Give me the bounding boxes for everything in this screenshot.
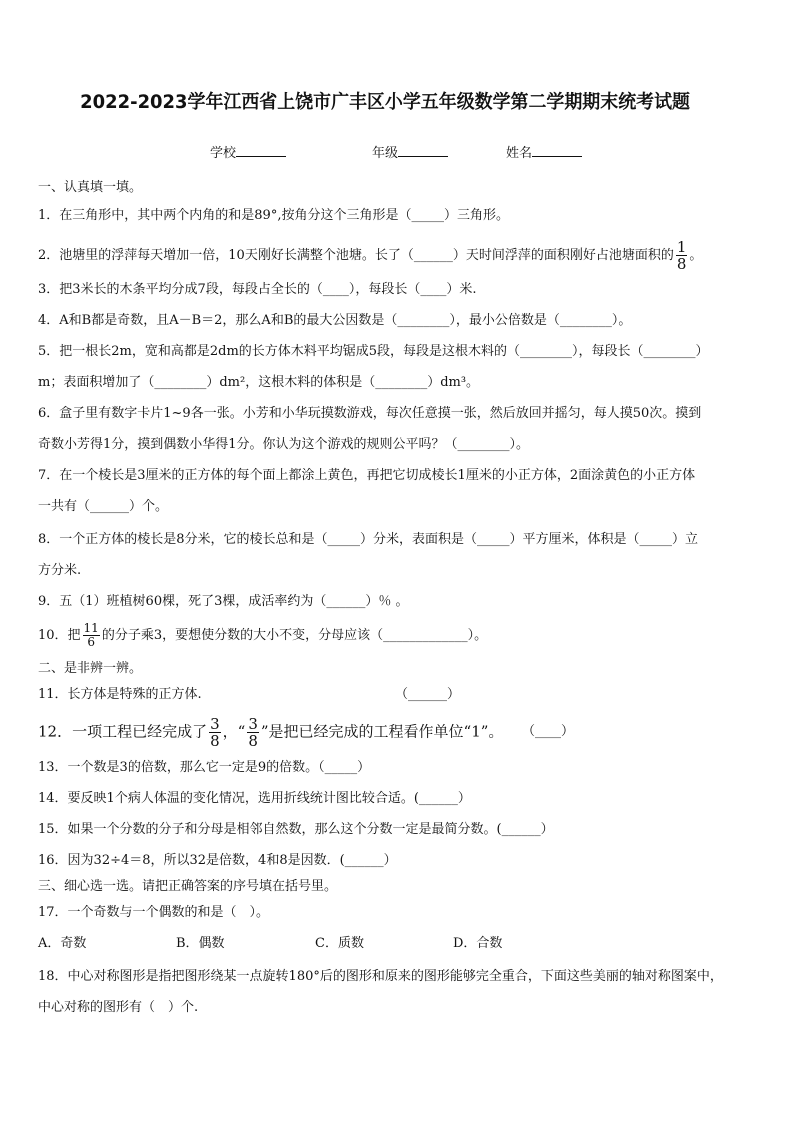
- question-17: 17．一个奇数与一个偶数的和是（ ）。: [38, 905, 270, 920]
- question-11: 11．长方体是特殊的正方体.: [38, 687, 202, 702]
- option-b[interactable]: B．偶数: [176, 936, 225, 951]
- school-blank[interactable]: [236, 144, 286, 157]
- fraction-one-eighth: $\frac{1}{8}$: [676, 238, 687, 273]
- school-field[interactable]: [210, 142, 286, 161]
- fraction-three-eighths: $\frac{3}{8}$: [210, 715, 220, 750]
- option-d[interactable]: D．合数: [453, 936, 503, 951]
- question-12: 12．一项工程已经完成了 $\frac{3}{8}$ ，“ $\frac{3}{8}$ ”是把已经完成的工程看作单位“1”。: [38, 715, 504, 750]
- school-label: 学校: [210, 146, 237, 161]
- section-heading-2: 二、是非辨一辨。: [38, 661, 143, 676]
- name-blank[interactable]: [532, 144, 582, 157]
- question-6-line-1: 6．盒子里有数字卡片1~9各一张。小芳和小华玩摸数游戏，每次任意摸一张，然后放回并摇匀，每人摸50次。摸到: [38, 406, 702, 421]
- question-12-answer-paren[interactable]: （____）: [522, 724, 575, 739]
- question-7-line-1: 7．在一个棱长是3厘米的正方体的每个面上都涂上黄色，再把它切成棱长1厘米的小正方体，2面涂黄色的小正方体: [38, 468, 696, 483]
- section-heading-3: 三、细心选一选。请把正确答案的序号填在括号里。: [38, 879, 338, 894]
- question-6-line-2: 奇数小芳得1分，摸到偶数小华得1分。你认为这个游戏的规则公平吗？（________）。: [38, 437, 530, 452]
- question-5-line-2: m；表面积增加了（________）dm²，这根木料的体积是（________）dm³。: [38, 375, 480, 390]
- question-10: 10．把 $\frac{11}{6}$ 的分子乘3，要想使分数的大小不变，分母应该（_____________）。: [38, 621, 488, 649]
- grade-field[interactable]: [372, 142, 448, 161]
- fraction-eleven-sixths: $\frac{11}{6}$: [83, 621, 99, 649]
- question-18-line-1: 18．中心对称图形是指把图形绕某一点旋转180°后的图形和原来的图形能够完全重合，下面这些美丽的轴对称图案中，: [38, 969, 723, 984]
- grade-label: 年级: [372, 146, 399, 161]
- grade-blank[interactable]: [398, 144, 448, 157]
- question-8-line-1: 8．一个正方体的棱长是8分米，它的棱长总和是（_____）分米，表面积是（_____）平方厘米，体积是（_____）立: [38, 532, 699, 547]
- question-1: 1．在三角形中，其中两个内角的和是89°,按角分这个三角形是（_____）三角形。: [38, 208, 509, 223]
- question-14: 14．要反映1个病人体温的变化情况，选用折线统计图比较合适。(______）: [38, 791, 471, 806]
- exam-title: 2022-2023学年江西省上饶市广丰区小学五年级数学第二学期期末统考试题: [80, 92, 690, 113]
- option-a[interactable]: A．奇数: [38, 936, 87, 951]
- question-3: 3．把3米长的木条平均分成7段，每段占全长的（____），每段长（____）米.: [38, 282, 477, 297]
- question-16: 16．因为32÷4＝8，所以32是倍数，4和8是因数．(______）: [38, 853, 397, 868]
- question-4: 4．A和B都是奇数，且A－B＝2，那么A和B的最大公因数是（________），最小公倍数是（________）。: [38, 313, 632, 328]
- name-field[interactable]: [506, 142, 582, 161]
- section-heading-1: 一、认真填一填。: [38, 180, 143, 195]
- question-5-line-1: 5．把一根长2m，宽和高都是2dm的长方体木料平均锯成5段，每段是这根木料的（________），每段长（________）: [38, 344, 709, 359]
- name-label: 姓名: [506, 146, 533, 161]
- fraction-three-eighths-quoted: $\frac{3}{8}$: [248, 715, 258, 750]
- question-2: 2．池塘里的浮萍每天增加一倍，10天刚好长满整个池塘。长了（______）天时间浮萍的面积刚好占池塘面积的 $\frac{1}{8}$ 。: [38, 238, 703, 273]
- question-13: 13．一个数是3的倍数，那么它一定是9的倍数。（_____）: [38, 760, 371, 775]
- question-8-line-2: 方分米.: [38, 563, 82, 578]
- option-c[interactable]: C．质数: [315, 936, 364, 951]
- question-15: 15．如果一个分数的分子和分母是相邻自然数，那么这个分数一定是最简分数。(______）: [38, 822, 554, 837]
- question-18-line-2: 中心对称的图形有（ ）个.: [38, 1000, 199, 1015]
- question-7-line-2: 一共有（______）个。: [38, 499, 169, 514]
- question-11-answer-paren[interactable]: （______）: [395, 687, 461, 702]
- question-2-text: 2．池塘里的浮萍每天增加一倍，10天刚好长满整个池塘。长了（______）天时间浮萍的面积刚好占池塘面积的: [38, 248, 674, 263]
- question-9: 9．五（1）班植树60棵，死了3棵，成活率约为（______）％ 。: [38, 594, 409, 609]
